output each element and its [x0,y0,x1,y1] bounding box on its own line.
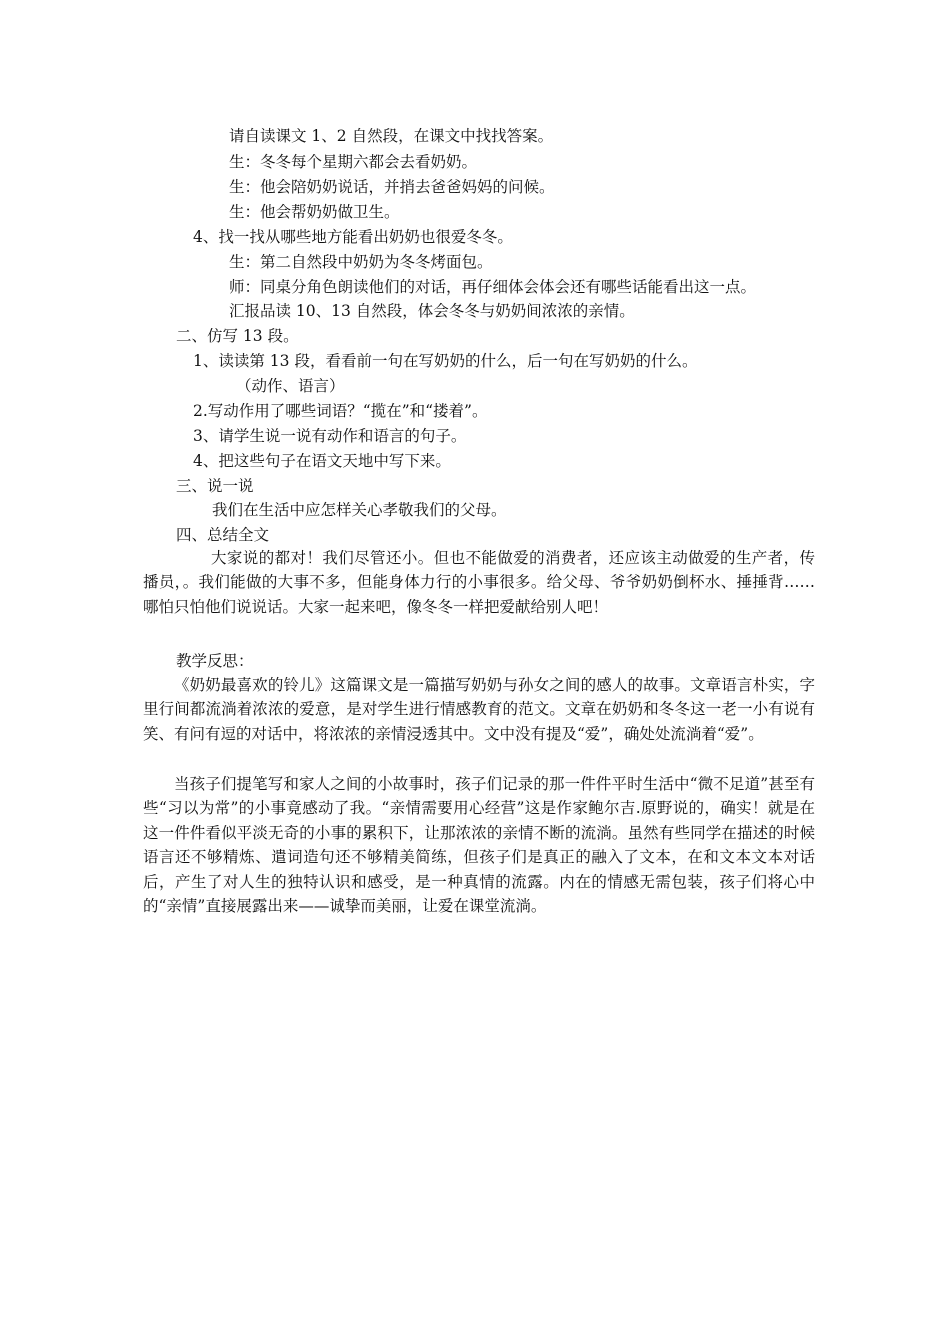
summary-paragraph: 大家说的都对！我们尽管还小。但也不能做爱的消费者，还应该主动做爱的生产者，传播员，。我们能做的大事不多，但能身体力行的小事很多。给父母、爷爷奶奶倒杯水、捶捶背……哪怕只怕他们说说话。大家一起来吧，像冬冬一样把爱献给别人吧！ [143,549,815,616]
list-item: 2.写动作用了哪些词语？“揽在”和“搂着”。 [193,402,488,420]
text-line: 生：他会陪奶奶说话，并捎去爸爸妈妈的问候。 [229,178,555,196]
text-line: 汇报品读 10、13 自然段，体会冬冬与奶奶间浓浓的亲情。 [229,302,635,320]
reflection-paragraph: 《奶奶最喜欢的铃儿》这篇课文是一篇描写奶奶与孙女之间的感人的故事。文章语言朴实，字里行间都流淌着浓浓的爱意，是对学生进行情感教育的范文。文章在奶奶和冬冬这一老一小有说有笑、有问有逗的对话中，将浓浓的亲情浸透其中。文中没有提及“爱”，确处处流淌着“爱”。 [143,676,815,743]
text-line: 生：冬冬每个星期六都会去看奶奶。 [229,153,478,171]
text-line: 生：第二自然段中奶奶为冬冬烤面包。 [229,253,493,271]
list-item: 4、把这些句子在语文天地中写下来。 [193,452,451,470]
text-line: 生：他会帮奶奶做卫生。 [229,203,400,221]
list-item: 1、读读第 13 段，看看前一句在写奶奶的什么，后一句在写奶奶的什么。 [193,352,698,370]
section-heading: 四、总结全文 [176,526,270,544]
text-line: 师：同桌分角色朗读他们的对话，再仔细体会体会还有哪些话能看出这一点。 [229,278,757,296]
reflection-paragraph: 当孩子们提笔写和家人之间的小故事时，孩子们记录的那一件件平时生活中“微不足道”甚至有些“习以为常”的小事竟感动了我。“亲情需要用心经营”这是作家鲍尔吉.原野说的，确实！就是在这一件件看似平淡无奇的小事的累积下，让那浓浓的亲情不断的流淌。虽然有些同学在描述的时候语言还不够精炼、遣词造句还不够精美简练，但孩子们是真正的融入了文本，在和文本文本对话后，产生了对人生的独特认识和感受，是一种真情的流露。内在的情感无需包装，孩子们将心中的“亲情”直接展露出来——诚挚而美丽，让爱在课堂流淌。 [143,775,815,916]
list-item: 4、找一找从哪些地方能看出奶奶也很爱冬冬。 [193,228,513,246]
text-line: （动作、语言） [236,377,345,395]
text-line: 请自读课文 1、2 自然段，在课文中找找答案。 [229,127,554,145]
section-heading: 三、说一说 [176,477,254,495]
reflection-heading: 教学反思： [176,652,254,670]
section-heading: 二、仿写 13 段。 [176,327,299,345]
text-line: 我们在生活中应怎样关心孝敬我们的父母。 [212,501,507,519]
list-item: 3、请学生说一说有动作和语言的句子。 [193,427,467,445]
